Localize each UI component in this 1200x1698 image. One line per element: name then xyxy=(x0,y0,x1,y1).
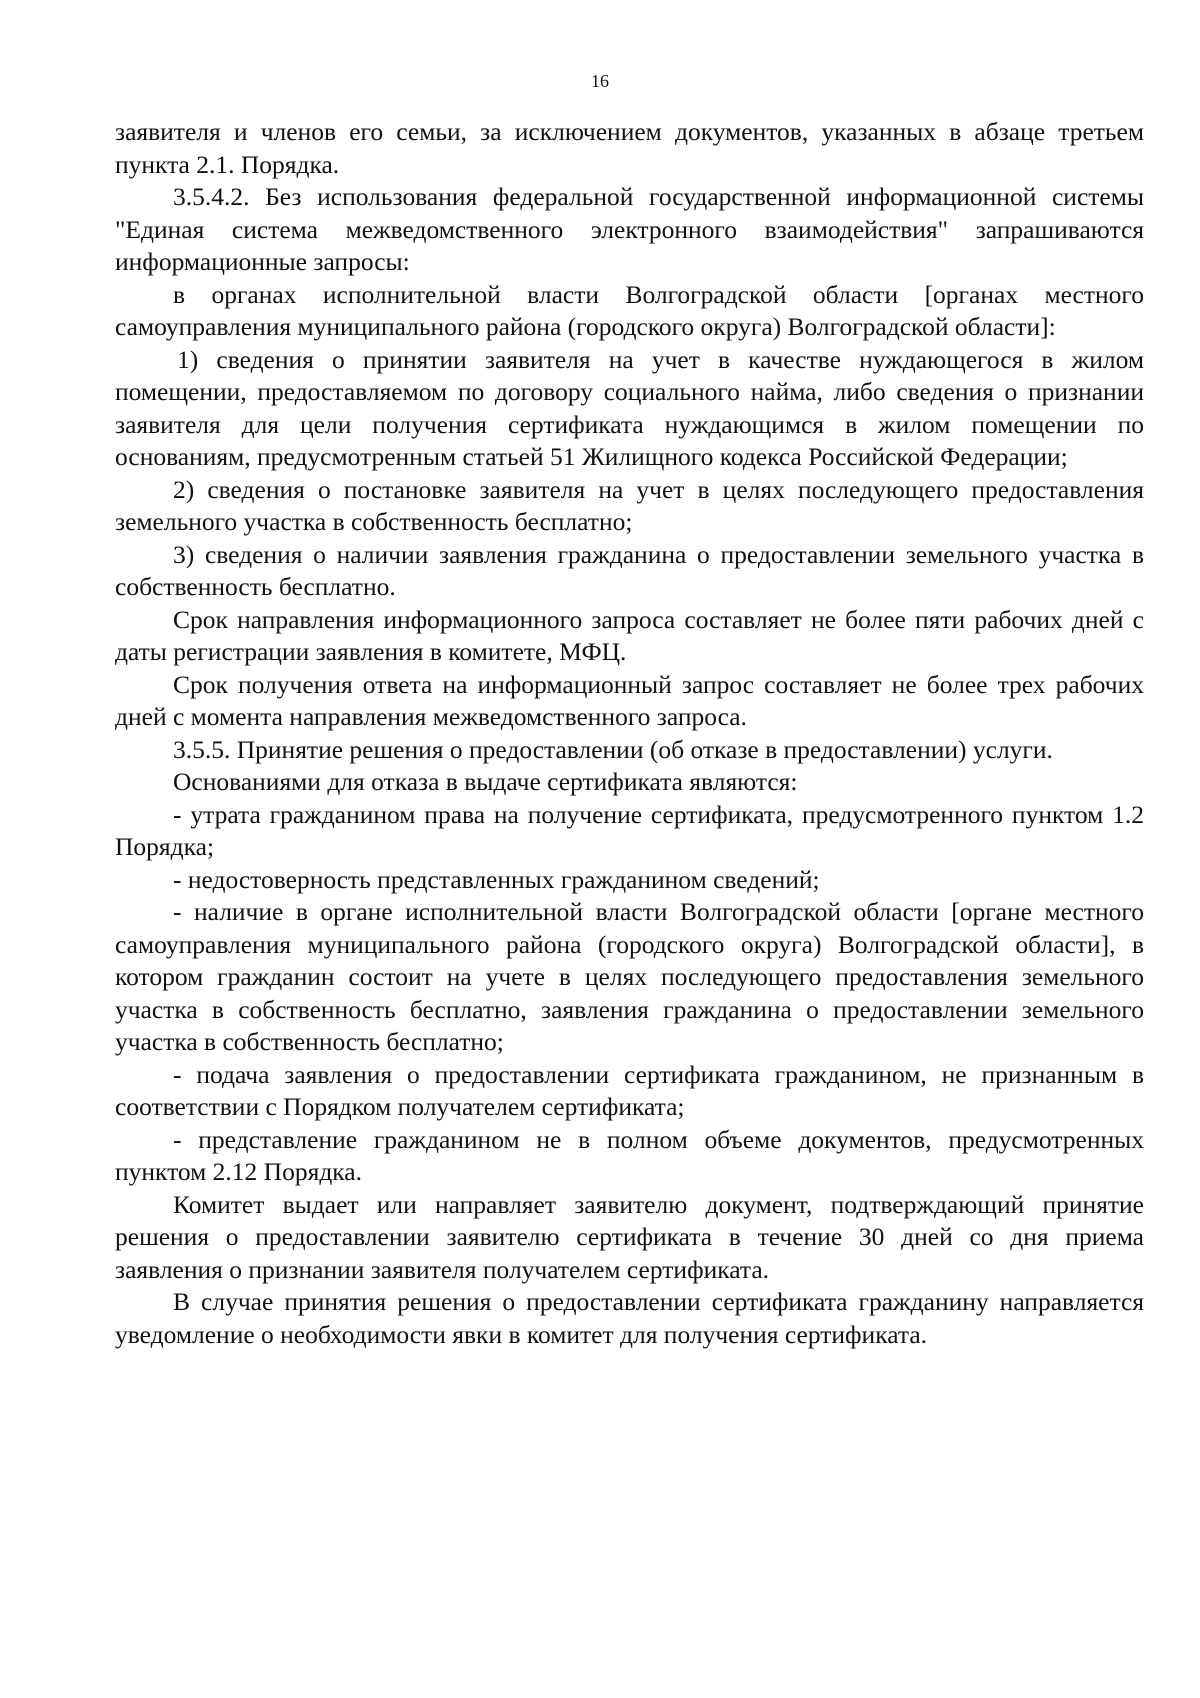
refusal-ground-2: - недостоверность представленных гражданином сведений; xyxy=(173,864,820,894)
paragraph-3-5-4-2: 3.5.4.2. Без использования федеральной государственной информационной системы "Единая система межведомственного электронного взаимодействия" запрашиваются информационные запросы: xyxy=(115,182,1144,276)
refusal-ground-4: - подача заявления о предоставлении сертификата гражданином, не признанным в соответствии с Порядком получателем сертификата; xyxy=(115,1059,1144,1121)
list-item-2: 2) сведения о постановке заявителя на учет в целях последующего предоставления земельного участка в собственность бесплатно; xyxy=(115,474,1144,536)
list-item-3: 3) сведения о наличии заявления гражданина о предоставлении земельного участка в собственность бесплатно. xyxy=(115,539,1144,601)
document-body xyxy=(115,116,1144,1351)
paragraph-response-deadline: Срок получения ответа на информационный запрос составляет не более трех рабочих дней с момента направления межведомственного запроса. xyxy=(115,669,1144,731)
paragraph-committee-decision: Комитет выдает или направляет заявителю документ, подтверждающий принятие решения о предоставлении заявителю сертификата в течение 30 дней со дня приема заявления о признании заявителя получателем сертификата. xyxy=(115,1189,1144,1284)
refusal-ground-3: - наличие в органе исполнительной власти Волгоградской области [органе местного самоуправления муниципального района (городского округа) Волгоградской области], в котором гражданин состоит на учете в целях последующего предоставления земельного участка в собственность бесплатно, заявления гражданина о предоставлении земельного участка в собственность бесплатно; xyxy=(115,897,1144,1056)
paragraph-notification: В случае принятия решения о предоставлении сертификата гражданину направляется уведомление о необходимости явки в комитет для получения сертификата. xyxy=(115,1287,1144,1349)
refusal-ground-1: - утрата гражданином права на получение сертификата, предусмотренного пунктом 1.2 Порядка; xyxy=(115,799,1144,861)
paragraph-request-deadline: Срок направления информационного запроса составляет не более пяти рабочих дней с даты регистрации заявления в комитете, МФЦ. xyxy=(115,604,1144,666)
paragraph-continuation: заявителя и членов его семьи, за исключением документов, указанных в абзаце третьем пункта 2.1. Порядка. xyxy=(115,117,1144,179)
page-number: 16 xyxy=(591,71,609,91)
paragraph-refusal-grounds: Основаниями для отказа в выдаче сертификата являются: xyxy=(173,767,798,796)
refusal-ground-5: - представление гражданином не в полном объеме документов, предусмотренных пунктом 2.12 Порядка. xyxy=(115,1124,1144,1186)
paragraph-3-5-5: 3.5.5. Принятие решения о предоставлении (об отказе в предоставлении) услуги. xyxy=(173,734,1053,764)
list-item-1: 1) сведения о принятии заявителя на учет в качестве нуждающегося в жилом помещении, предоставляемом по договору социального найма, либо сведения о признании заявителя для цели получения сертификата нуждающимся в жилом помещении по основаниям, предусмотренным статьей 51 Жилищного кодекса Российской Федерации; xyxy=(115,344,1144,471)
paragraph-authorities: в органах исполнительной власти Волгоградской области [органах местного самоуправления муниципального района (городского округа) Волгоградской области]: xyxy=(115,279,1144,341)
